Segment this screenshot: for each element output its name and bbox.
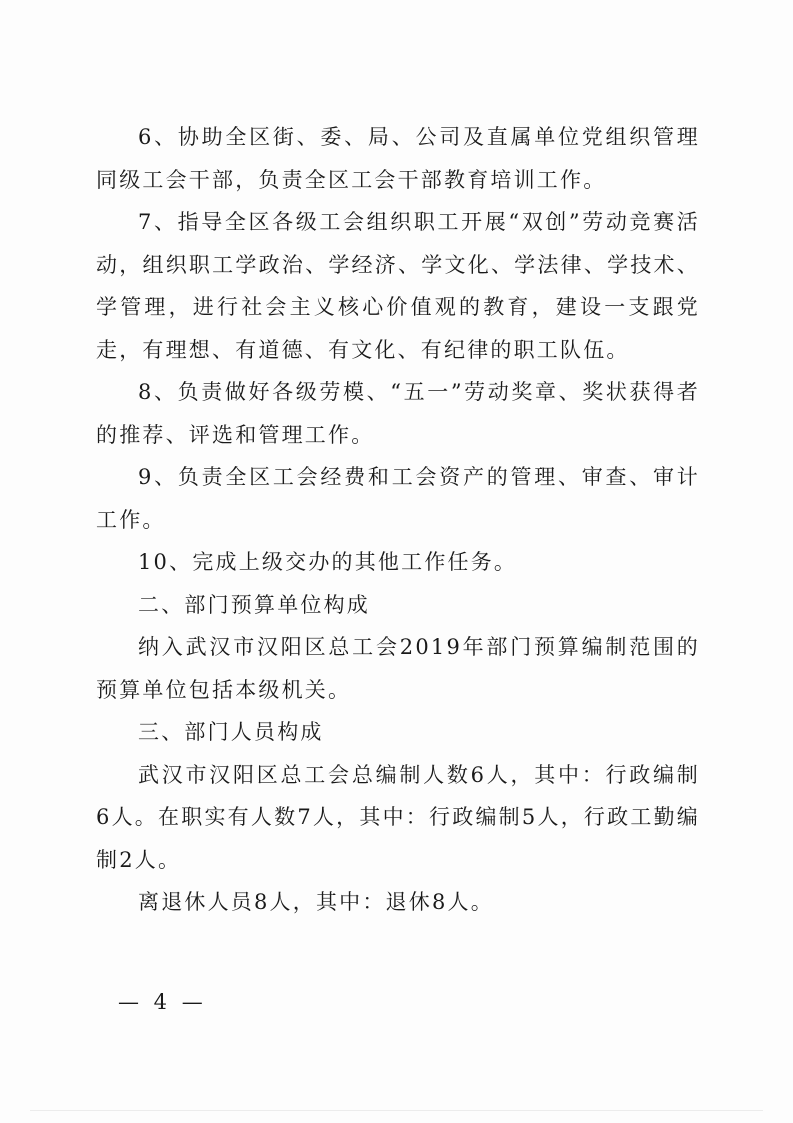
section-text-unit-composition: 纳入武汉市汉阳区总工会2019年部门预算编制范围的预算单位包括本级机关。 — [96, 635, 700, 702]
section-heading-unit-composition: 二、部门预算单位构成 — [138, 592, 370, 617]
paragraph-item-10: 10、完成上级交办的其他工作任务。 — [138, 550, 518, 574]
document-body — [96, 116, 700, 924]
section-heading-staff-composition: 三、部门人员构成 — [138, 720, 324, 744]
paragraph-item-6: 6、协助全区街、委、局、公司及直属单位党组织管理同级工会干部，负责全区工会干部教育培训工作。 — [96, 125, 700, 192]
page-number: — 4 — — [118, 990, 207, 1014]
paragraph-item-9: 9、负责全区工会经费和工会资产的管理、审查、审计工作。 — [96, 465, 700, 532]
section-text-staff-composition: 武汉市汉阳区总工会总编制人数6人，其中：行政编制6人。在职实有人数7人，其中：行政编制5人，行政工勤编制2人。 — [96, 762, 700, 872]
paragraph-item-7: 7、指导全区各级工会组织职工开展“双创”劳动竞赛活动，组织职工学政治、学经济、学文化、学法律、学技术、学管理，进行社会主义核心价值观的教育，建设一支跟党走，有理想、有道德、有文化、有纪律的职工队伍。 — [96, 210, 700, 362]
page-bottom-edge — [30, 1110, 763, 1111]
section-text-retired-staff: 离退休人员8人，其中：退休8人。 — [138, 890, 494, 914]
paragraph-item-8: 8、负责做好各级劳模、“五一”劳动奖章、奖状获得者的推荐、评选和管理工作。 — [96, 380, 700, 447]
